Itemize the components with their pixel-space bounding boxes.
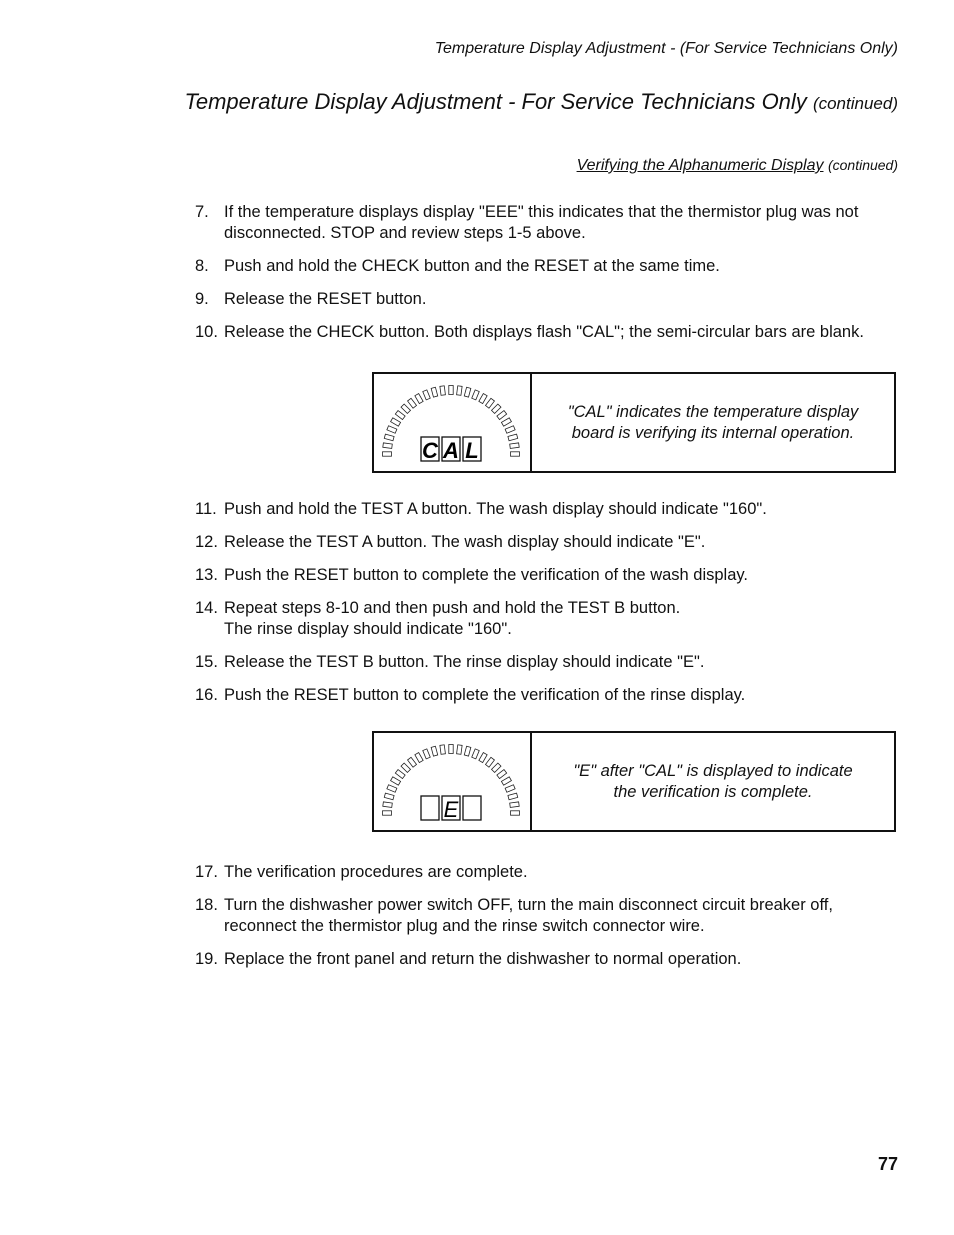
step-item xyxy=(195,532,895,553)
arc-segment xyxy=(440,386,446,395)
arc-segment xyxy=(449,745,453,754)
subsection-title: Verifying the Alphanumeric Display xyxy=(576,157,824,174)
step-item xyxy=(195,949,895,970)
step-item xyxy=(195,862,895,883)
digit-box xyxy=(442,437,460,463)
arc-segment xyxy=(501,418,511,426)
subsection-continued: (continued) xyxy=(827,157,898,173)
step-number: 9. xyxy=(195,290,209,308)
step-text: Push the RESET button to complete the verification of the wash display. xyxy=(224,566,749,584)
arc-segment xyxy=(510,802,519,808)
digit-char: A xyxy=(443,438,459,463)
step-text: Release the RESET button. xyxy=(224,290,427,308)
display-illustration xyxy=(374,374,532,471)
arc-segment xyxy=(492,404,501,413)
arc-segment xyxy=(511,811,520,815)
arc-segment xyxy=(505,426,515,434)
digit-char: L xyxy=(465,438,479,463)
arc-segment xyxy=(457,386,463,395)
step-number: 15. xyxy=(195,653,218,671)
arc-segment xyxy=(472,749,480,759)
arc-segment xyxy=(505,785,515,793)
steps-list-c xyxy=(195,862,895,982)
step-item xyxy=(195,256,895,277)
arc-segment xyxy=(510,443,519,449)
step-item xyxy=(195,565,895,586)
step-item xyxy=(195,202,895,244)
arc-segment xyxy=(401,763,410,772)
arc-segment xyxy=(423,749,431,759)
figure-caption: "CAL" indicates the temperature display board is verifying its internal operation. xyxy=(567,402,859,442)
digit-char: E xyxy=(443,797,459,822)
arc-segment xyxy=(415,753,423,763)
arc-segment xyxy=(485,398,494,408)
digit-box xyxy=(421,437,439,463)
step-number: 7. xyxy=(195,203,209,221)
step-text: Push the RESET button to complete the verification of the rinse display. xyxy=(224,686,746,704)
display-illustration xyxy=(374,733,532,830)
arc-segment xyxy=(457,745,463,754)
arc-segment xyxy=(391,418,401,426)
running-head: Temperature Display Adjustment - (For Service Technicians Only) xyxy=(434,40,898,57)
step-text: Release the CHECK button. Both displays flash "CAL"; the semi-circular bars are blank. xyxy=(224,323,864,341)
step-item xyxy=(195,289,895,310)
subsection-heading xyxy=(577,157,898,175)
arc-segment xyxy=(383,811,392,815)
digit-box xyxy=(421,796,439,820)
step-number: 13. xyxy=(195,566,218,584)
arc-segment xyxy=(408,757,417,767)
step-number: 17. xyxy=(195,863,218,881)
figure-caption: "E" after "CAL" is displayed to indicate the verification is complete. xyxy=(573,761,853,801)
arc-segment xyxy=(472,390,480,400)
arc-segment xyxy=(479,753,487,763)
page-title xyxy=(184,89,898,115)
arc-segment xyxy=(401,404,410,413)
arc-segment xyxy=(511,452,520,456)
arc-segment xyxy=(440,745,446,754)
step-item xyxy=(195,598,895,640)
arc-segment xyxy=(497,411,507,420)
arc-segment xyxy=(387,785,397,793)
step-item xyxy=(195,652,895,673)
arc-segment xyxy=(492,763,501,772)
step-text: Push and hold the TEST A button. The wash display should indicate "160". xyxy=(224,500,767,518)
step-text: Repeat steps 8-10 and then push and hold the TEST B button. The rinse display should indicate "160". xyxy=(224,599,681,638)
arc-segment xyxy=(497,770,507,779)
digit-box xyxy=(463,437,481,463)
arc-segment xyxy=(508,793,518,800)
step-number: 16. xyxy=(195,686,218,704)
step-number: 18. xyxy=(195,896,218,914)
figure-cal-display xyxy=(372,372,896,473)
title-text: Temperature Display Adjustment - For Service Technicians Only xyxy=(184,89,807,114)
arc-segment xyxy=(449,386,453,395)
arc-segment xyxy=(423,390,431,400)
figure-e-display xyxy=(372,731,896,832)
step-item xyxy=(195,322,895,343)
step-number: 19. xyxy=(195,950,218,968)
arc-segment xyxy=(464,746,471,756)
cal-display-svg xyxy=(374,374,528,471)
arc-segment xyxy=(464,387,471,397)
step-number: 8. xyxy=(195,257,209,275)
step-item xyxy=(195,499,895,520)
digit-char: C xyxy=(422,438,438,463)
arc-segment xyxy=(384,793,394,800)
step-text: Push and hold the CHECK button and the RESET at the same time. xyxy=(224,257,720,275)
step-item xyxy=(195,685,895,706)
e-display-svg xyxy=(374,733,528,830)
arc-segment xyxy=(383,802,392,808)
title-continued: (continued) xyxy=(812,94,898,113)
step-number: 10. xyxy=(195,323,218,341)
step-text: Release the TEST A button. The wash display should indicate "E". xyxy=(224,533,706,551)
step-text: Release the TEST B button. The rinse display should indicate "E". xyxy=(224,653,705,671)
steps-list-b xyxy=(195,499,895,718)
page-number: 77 xyxy=(877,1154,898,1174)
arc-segment xyxy=(431,746,438,756)
arc-segment xyxy=(479,394,487,404)
steps-list-a xyxy=(195,202,895,355)
step-text: The verification procedures are complete. xyxy=(224,863,528,881)
step-number: 14. xyxy=(195,599,218,617)
arc-segment xyxy=(384,434,394,441)
arc-segment xyxy=(383,452,392,456)
arc-segment xyxy=(501,777,511,785)
step-item xyxy=(195,895,895,937)
arc-segment xyxy=(408,398,417,408)
arc-segment xyxy=(395,770,405,779)
step-text: Replace the front panel and return the dishwasher to normal operation. xyxy=(224,950,742,968)
arc-segment xyxy=(387,426,397,434)
step-number: 12. xyxy=(195,533,218,551)
step-text: Turn the dishwasher power switch OFF, turn the main disconnect circuit breaker off, reconnect the thermistor plug and the rinse switch connector wire. xyxy=(224,896,833,935)
step-number: 11. xyxy=(195,500,217,518)
arc-segment xyxy=(415,394,423,404)
digit-box xyxy=(463,796,481,820)
arc-segment xyxy=(508,434,518,441)
arc-segment xyxy=(431,387,438,397)
step-text: If the temperature displays display "EEE" this indicates that the thermistor plug was not disconnected. STOP and review steps 1-5 above. xyxy=(224,203,859,242)
digit-box xyxy=(442,796,460,822)
arc-segment xyxy=(383,443,392,449)
arc-segment xyxy=(395,411,405,420)
arc-segment xyxy=(391,777,401,785)
arc-segment xyxy=(485,757,494,767)
